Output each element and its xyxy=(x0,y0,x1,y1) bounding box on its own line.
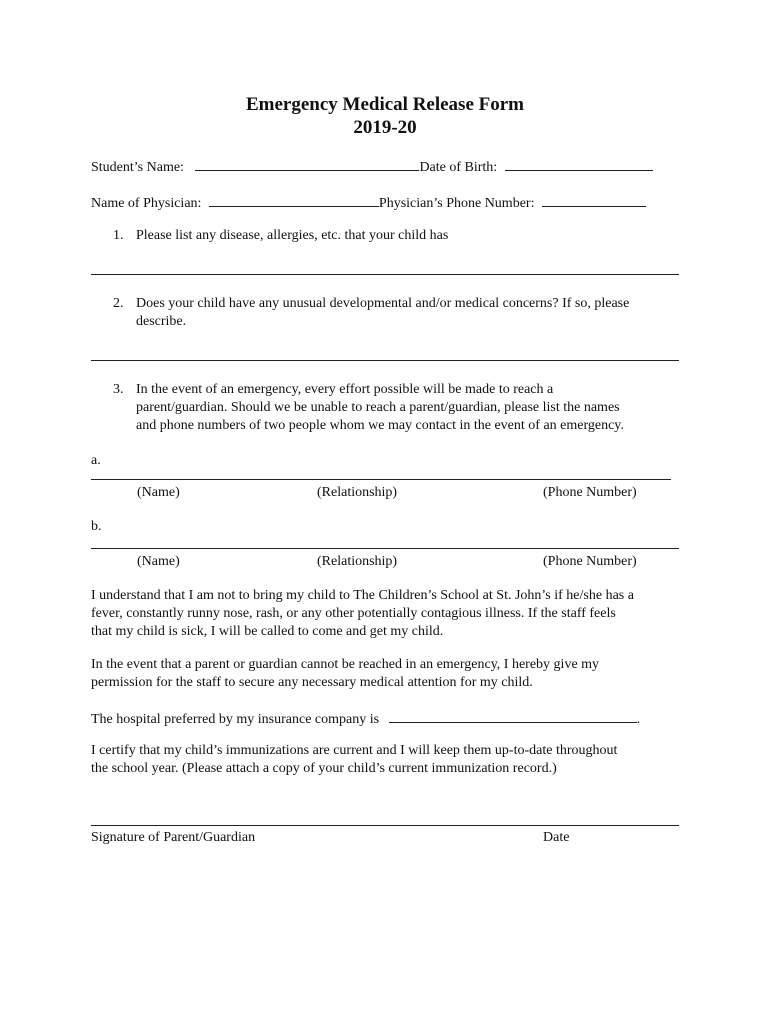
statement-1-line-3: that my child is sick, I will be called to come and get my child. xyxy=(91,624,444,639)
hospital-row xyxy=(91,708,640,729)
physician-name-field[interactable] xyxy=(209,192,379,207)
contact-a-phone-caption: (Phone Number) xyxy=(543,485,637,500)
statement-1-line-1: I understand that I am not to bring my child to The Children’s School at St. John’s if he/she has a xyxy=(91,588,634,603)
statement-1-line-2: fever, constantly runny nose, rash, or any other potentially contagious illness. If the staff feels xyxy=(91,606,616,621)
q2-line-1: Does your child have any unusual developmental and/or medical concerns? If so, please xyxy=(136,296,630,311)
statement-3-line-1: I certify that my child’s immunizations are current and I will keep them up-to-date throughout xyxy=(91,743,618,758)
q2-number: 2. xyxy=(113,296,124,311)
contact-b-line[interactable] xyxy=(91,548,679,549)
physician-row xyxy=(91,192,646,213)
contact-a-name-caption: (Name) xyxy=(137,485,180,500)
form-title: Emergency Medical Release Form xyxy=(245,94,525,115)
date-label: Date xyxy=(543,830,570,845)
dob-label: Date of Birth: xyxy=(419,160,498,175)
q3-number: 3. xyxy=(113,382,124,397)
q3-line-3: and phone numbers of two people whom we may contact in the event of an emergency. xyxy=(136,418,624,433)
contact-b-label: b. xyxy=(91,519,102,534)
contact-b-phone-caption: (Phone Number) xyxy=(543,554,637,569)
q3-line-1: In the event of an emergency, every effort possible will be made to reach a xyxy=(136,382,554,397)
contact-a-relationship-caption: (Relationship) xyxy=(317,485,398,500)
statement-3-line-2: the school year. (Please attach a copy of your child’s current immunization record.) xyxy=(91,761,557,776)
hospital-field[interactable] xyxy=(389,708,637,723)
signature-line[interactable] xyxy=(91,825,679,826)
signature-label: Signature of Parent/Guardian xyxy=(91,830,256,845)
form-year: 2019-20 xyxy=(353,117,417,138)
q3-line-2: parent/guardian. Should we be unable to reach a parent/guardian, please list the names xyxy=(136,400,620,415)
q2-answer-line[interactable] xyxy=(91,360,679,361)
q1-number: 1. xyxy=(113,228,124,243)
contact-b-relationship-caption: (Relationship) xyxy=(317,554,398,569)
hospital-label: The hospital preferred by my insurance company is xyxy=(91,712,380,727)
contact-b-name-caption: (Name) xyxy=(137,554,180,569)
student-name-label: Student’s Name: xyxy=(91,160,184,175)
statement-2-line-2: permission for the staff to secure any necessary medical attention for my child. xyxy=(91,675,533,690)
contact-a-label: a. xyxy=(91,453,101,468)
physician-label: Name of Physician: xyxy=(91,196,202,211)
dob-field[interactable] xyxy=(505,156,653,171)
student-name-row xyxy=(91,156,653,177)
student-name-field[interactable] xyxy=(195,156,419,171)
physician-phone-field[interactable] xyxy=(542,192,646,207)
contact-a-line[interactable] xyxy=(91,479,671,480)
q2-line-2: describe. xyxy=(136,314,187,329)
q1-answer-line[interactable] xyxy=(91,274,679,275)
statement-2-line-1: In the event that a parent or guardian cannot be reached in an emergency, I hereby give my xyxy=(91,657,600,672)
physician-phone-label: Physician’s Phone Number: xyxy=(378,196,535,211)
hospital-period: . xyxy=(636,712,641,727)
q1-text: Please list any disease, allergies, etc. that your child has xyxy=(136,228,449,243)
